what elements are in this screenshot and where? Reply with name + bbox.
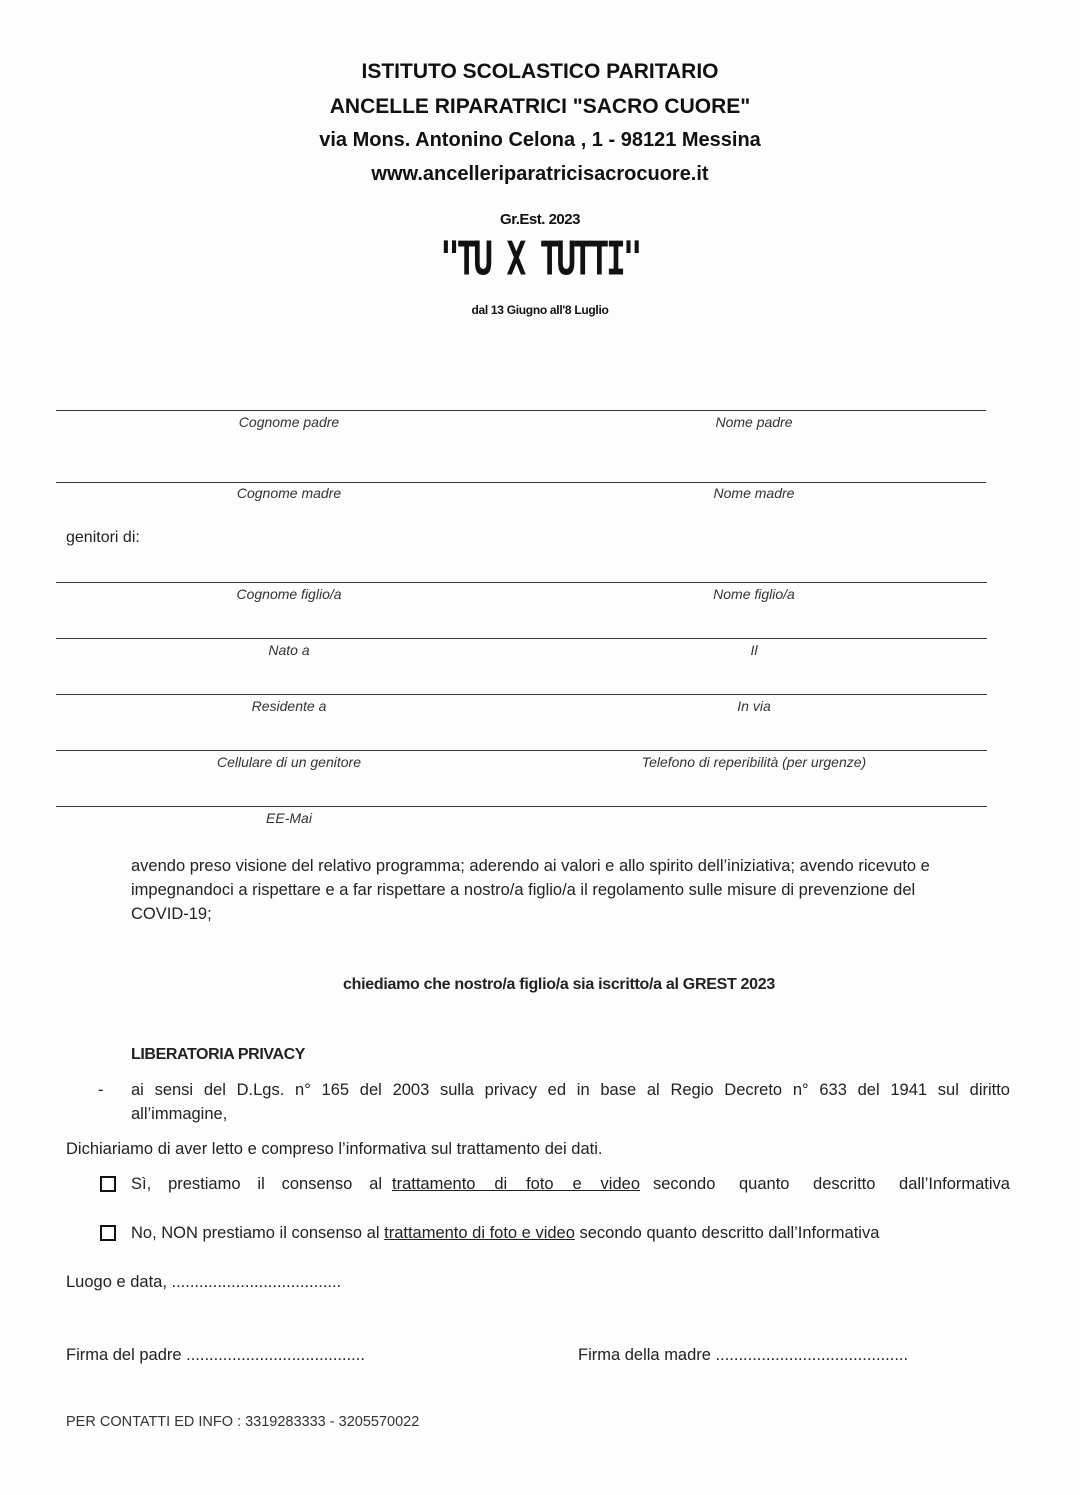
label-nato-a: Nato a xyxy=(268,642,310,658)
luogo-data-field[interactable]: Luogo e data, ..................................... xyxy=(66,1273,342,1291)
label-il: Il xyxy=(750,642,758,658)
grest-dates: dal 13 Giugno all'8 Luglio xyxy=(471,303,609,317)
institute-website: www.ancelleriparatricisacrocuore.it xyxy=(371,163,709,185)
label-nome-figlio: Nome figlio/a xyxy=(713,586,795,602)
paragraph-line-3: COVID-19; xyxy=(131,905,212,923)
label-nome-padre: Nome padre xyxy=(715,414,793,430)
label-cellulare: Cellulare di un genitore xyxy=(217,754,361,770)
privacy-line-2: all’immagine, xyxy=(131,1105,228,1123)
enrollment-request: chiediamo che nostro/a figlio/a sia iscritto/a al GREST 2023 xyxy=(343,976,775,993)
privacy-dash: - xyxy=(98,1081,104,1099)
mother-signature-field[interactable]: Firma della madre .......................................... xyxy=(578,1346,909,1364)
label-cognome-madre: Cognome madre xyxy=(236,485,342,501)
institute-subtitle: ANCELLE RIPARATRICI "SACRO CUORE" xyxy=(329,95,751,118)
privacy-line-1: ai sensi del D.Lgs. n° 165 del 2003 sulla privacy ed in base al Regio Decreto n° 633 del 1941 sul diritto xyxy=(131,1081,1010,1099)
phone-line[interactable] xyxy=(56,750,987,751)
genitori-di-label: genitori di: xyxy=(66,529,140,546)
declaration: Dichiariamo di aver letto e compreso l’informativa sul trattamento dei dati. xyxy=(66,1140,603,1158)
consent-no-text-pre: No, NON prestiamo il consenso al xyxy=(131,1224,385,1242)
motto-wrap xyxy=(0,231,1080,286)
label-in-via: In via xyxy=(737,698,771,714)
paragraph-line-1: avendo preso visione del relativo programma; aderendo ai valori e allo spirito dell’iniziativa; avendo ricevuto e xyxy=(131,857,930,875)
consent-yes-option xyxy=(131,1172,1010,1196)
child-name-line[interactable] xyxy=(56,582,987,583)
consent-no-link[interactable]: trattamento di foto e video xyxy=(384,1224,575,1242)
consent-yes-checkbox[interactable] xyxy=(100,1176,116,1192)
grest-label: Gr.Est. 2023 xyxy=(500,211,580,228)
label-residente-a: Residente a xyxy=(251,698,327,714)
motto: "TU X TUTTI" xyxy=(440,231,640,286)
father-signature-field[interactable]: Firma del padre ....................................... xyxy=(66,1346,365,1364)
label-telefono: Telefono di reperibilità (per urgenze) xyxy=(641,754,867,770)
consent-yes-link[interactable]: trattamento di foto e video xyxy=(392,1175,640,1193)
birth-line[interactable] xyxy=(56,638,987,639)
consent-yes-text-pre: Sì, prestiamo il consenso al xyxy=(131,1175,382,1193)
consent-no-checkbox[interactable] xyxy=(100,1225,116,1241)
mother-line[interactable] xyxy=(56,482,986,483)
paragraph-line-2: impegnandoci a rispettare e a far rispettare a nostro/a figlio/a il regolamento sulle misure di prevenzione del xyxy=(131,881,916,899)
father-line[interactable] xyxy=(56,410,986,411)
consent-yes-text-post: secondo quanto descritto dall’Informativa xyxy=(653,1175,1010,1193)
email-line[interactable] xyxy=(56,806,987,807)
privacy-title: LIBERATORIA PRIVACY xyxy=(131,1046,306,1063)
label-cognome-padre: Cognome padre xyxy=(238,414,340,430)
label-nome-madre: Nome madre xyxy=(713,485,795,501)
consent-no-text-post: secondo quanto descritto dall’Informativa xyxy=(574,1224,880,1242)
label-cognome-figlio: Cognome figlio/a xyxy=(236,586,342,602)
consent-no-option xyxy=(131,1221,879,1245)
contact-info: PER CONTATTI ED INFO : 3319283333 - 3205570022 xyxy=(66,1414,420,1430)
label-email: EE-Mai xyxy=(266,810,312,826)
institute-address: via Mons. Antonino Celona , 1 - 98121 Messina xyxy=(319,129,761,151)
institute-name: ISTITUTO SCOLASTICO PARITARIO xyxy=(361,60,719,83)
residence-line[interactable] xyxy=(56,694,987,695)
